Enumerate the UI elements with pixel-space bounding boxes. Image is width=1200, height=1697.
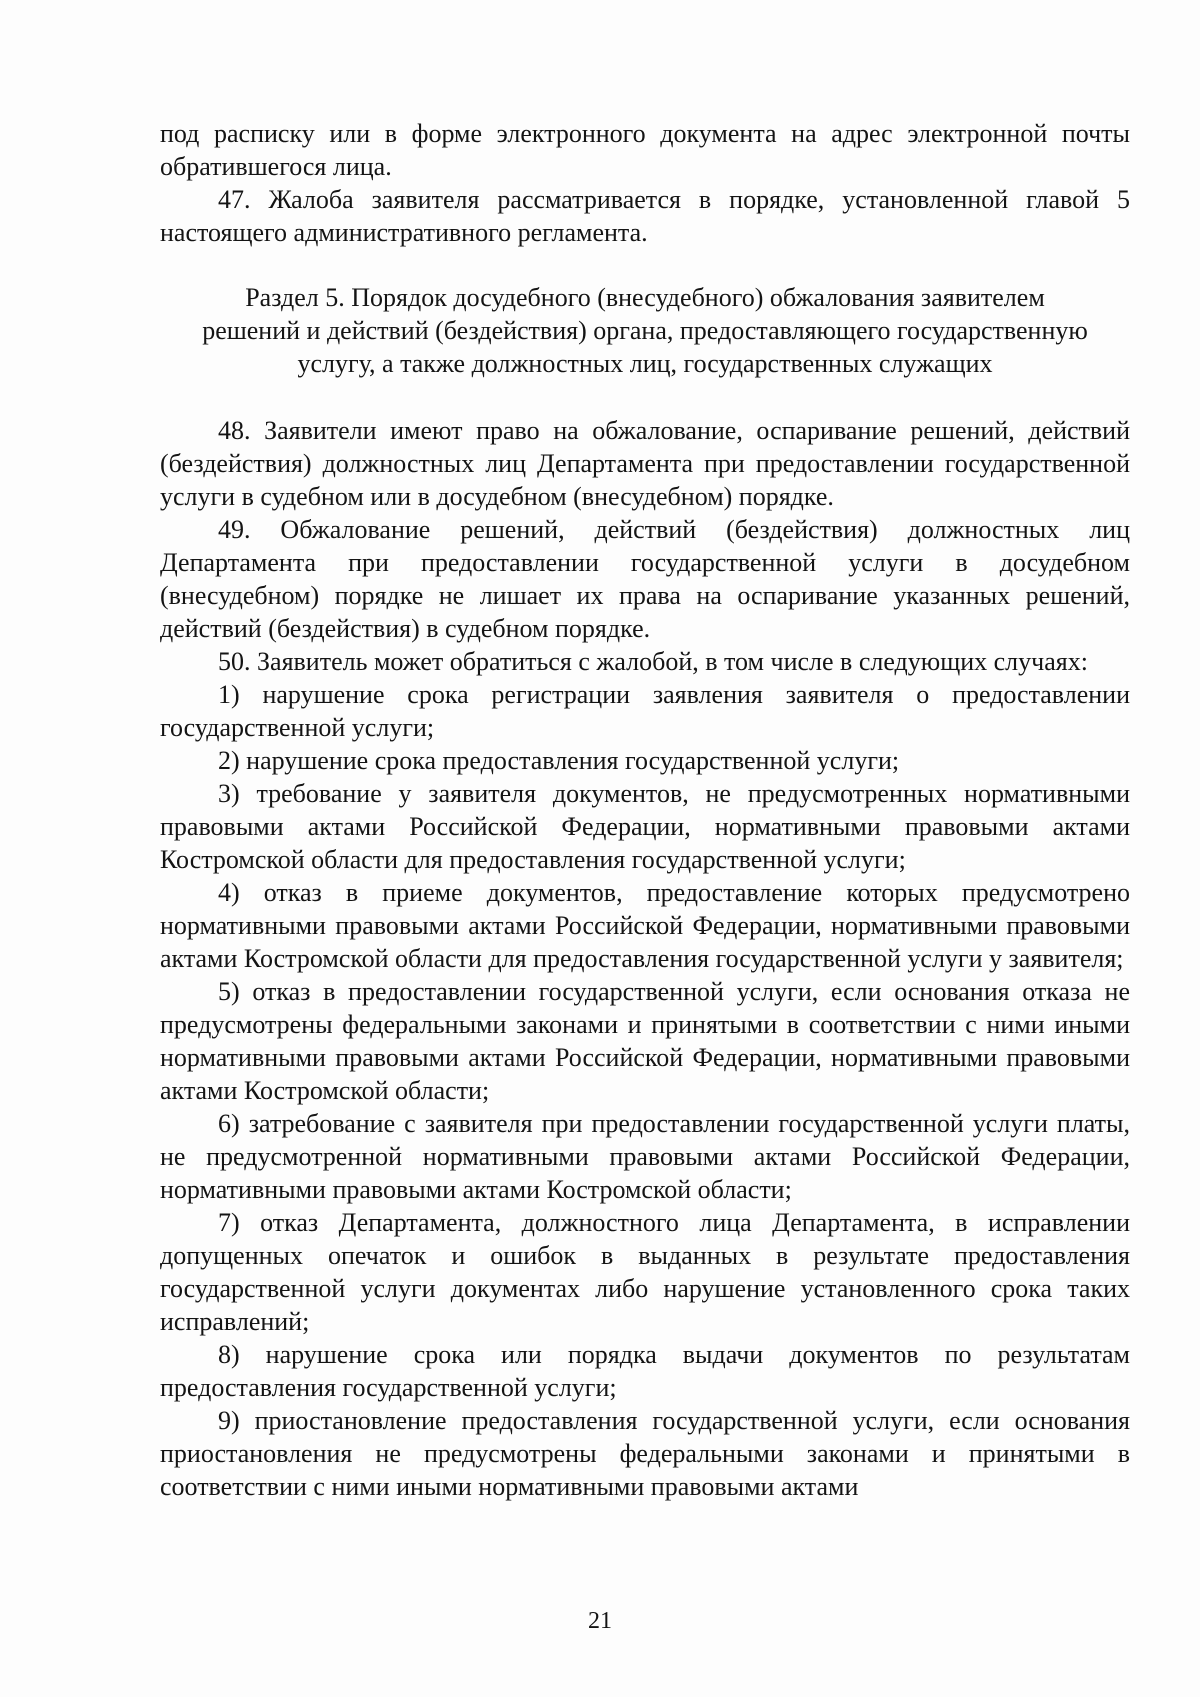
- paragraph-47: 47. Жалоба заявителя рассматривается в порядке, установленной главой 5 настоящего административного регламента.: [160, 185, 1130, 247]
- section-heading-line-2: решений и действий (бездействия) органа, предоставляющего государственную: [202, 316, 1088, 345]
- list-item-6: 6) затребование с заявителя при предоставлении государственной услуги платы, не предусмотренной нормативными правовыми актами Российской Федерации, нормативными правовыми актами Костромской области;: [160, 1109, 1130, 1204]
- paragraph-48: 48. Заявители имеют право на обжалование, оспаривание решений, действий (бездействия) должностных лиц Департамента при предоставлении государственной услуги в судебном или в досудебном (внесудебном) порядке.: [160, 416, 1130, 511]
- continuation-paragraph: под расписку или в форме электронного документа на адрес электронной почты обратившегося лица.: [160, 119, 1130, 181]
- list-item-4: 4) отказ в приеме документов, предоставление которых предусмотрено нормативными правовыми актами Российской Федерации, нормативными правовыми актами Костромской области для предоставления государственной услуги у заявителя;: [160, 878, 1130, 973]
- list-item-7: 7) отказ Департамента, должностного лица Департамента, в исправлении допущенных опечаток и ошибок в выданных в результате предоставления государственной услуги документах либо нарушение установленного срока таких исправлений;: [160, 1208, 1130, 1336]
- paragraph-50: 50. Заявитель может обратиться с жалобой, в том числе в следующих случаях:: [218, 647, 1088, 676]
- list-item-9: 9) приостановление предоставления государственной услуги, если основания приостановления не предусмотрены федеральными законами и принятыми в соответствии с ними иными нормативными правовыми актами: [160, 1406, 1130, 1501]
- section-body: [160, 414, 1130, 1503]
- list-item-2: 2) нарушение срока предоставления государственной услуги;: [218, 746, 900, 775]
- list-item-5: 5) отказ в предоставлении государственной услуги, если основания отказа не предусмотрены федеральными законами и принятыми в соответствии с ними иными нормативными правовыми актами Российской Федерации, нормативными правовыми актами Костромской области;: [160, 977, 1130, 1105]
- section-heading-line-3: услугу, а также должностных лиц, государственных служащих: [297, 349, 993, 378]
- section-heading: [160, 281, 1130, 380]
- page-number: 21: [588, 1608, 612, 1634]
- continuation-block: [160, 117, 1130, 249]
- list-item-3: 3) требование у заявителя документов, не предусмотренных нормативными правовыми актами Российской Федерации, нормативными правовыми актами Костромской области для предоставления государственной услуги;: [160, 779, 1130, 874]
- paragraph-49: 49. Обжалование решений, действий (бездействия) должностных лиц Департамента при предоставлении государственной услуги в досудебном (внесудебном) порядке не лишает их права на оспаривание указанных решений, действий (бездействия) в судебном порядке.: [160, 515, 1130, 643]
- list-item-8: 8) нарушение срока или порядка выдачи документов по результатам предоставления государственной услуги;: [160, 1340, 1130, 1402]
- section-heading-line-1: Раздел 5. Порядок досудебного (внесудебного) обжалования заявителем: [245, 283, 1045, 312]
- list-item-1: 1) нарушение срока регистрации заявления заявителя о предоставлении государственной услуги;: [160, 680, 1130, 742]
